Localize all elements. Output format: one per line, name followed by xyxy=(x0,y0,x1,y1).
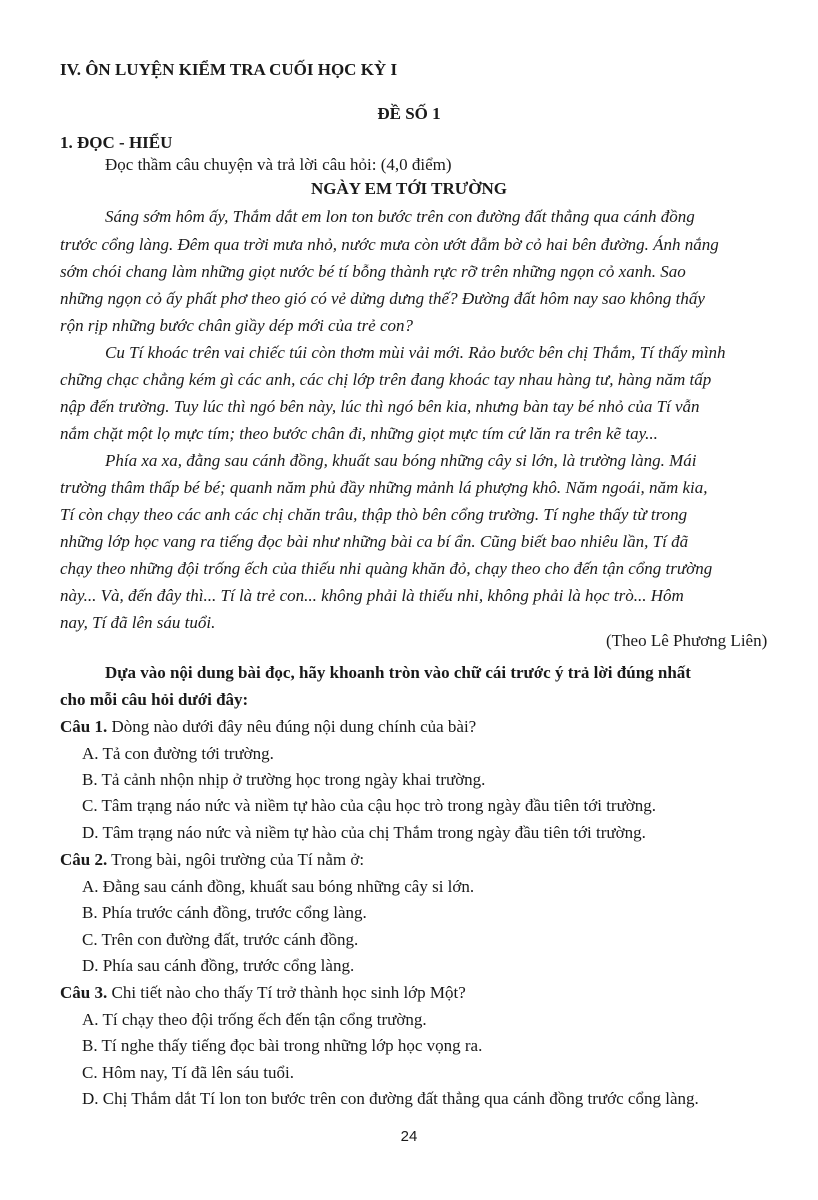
question-directive: Dựa vào nội dung bài đọc, hãy khoanh tròn vào chữ cái trước ý trả lời đúng nhất xyxy=(105,663,691,682)
story-line: trường thâm thấp bé bé; quanh năm phủ đầy những mảnh lá phượng khô. Năm ngoái, năm kia, xyxy=(60,478,708,497)
answer-option: B. Tả cảnh nhộn nhịp ở trường học trong ngày khai trường. xyxy=(82,770,486,789)
answer-option: D. Tâm trạng náo nức và niềm tự hào của chị Thắm trong ngày đầu tiên tới trường. xyxy=(82,823,646,842)
story-line: Phía xa xa, đằng sau cánh đồng, khuất sau bóng những cây si lớn, là trường làng. Mái xyxy=(105,451,697,470)
story-line: nập đến trường. Tuy lúc thì ngó bên này, lúc thì ngó bên kia, nhưng bàn tay bé nhỏ của Tí vẫn xyxy=(60,397,700,416)
answer-option: A. Tí chạy theo đội trống ếch đến tận cổng trường. xyxy=(82,1010,427,1029)
section-title: IV. ÔN LUYỆN KIỂM TRA CUỐI HỌC KỲ I xyxy=(60,60,398,79)
story-line: những ngọn cỏ ấy phất phơ theo gió có vẻ dửng dưng thế? Đường đất hôm nay sao không thấy xyxy=(60,289,705,308)
answer-option: C. Trên con đường đất, trước cánh đồng. xyxy=(82,930,359,949)
page-number: 24 xyxy=(400,1128,418,1145)
story-line: sớm chói chang làm những giọt nước bé tí bỗng thành rực rỡ trên những ngọn cỏ xanh. Sao xyxy=(60,262,686,281)
story-title: NGÀY EM TỚI TRƯỜNG xyxy=(311,179,507,198)
answer-option: A. Đằng sau cánh đồng, khuất sau bóng những cây si lớn. xyxy=(82,877,475,896)
answer-option: C. Tâm trạng náo nức và niềm tự hào của cậu học trò trong ngày đầu tiên tới trường. xyxy=(82,796,657,815)
story-line: nắm chặt một lọ mực tím; theo bước chân đi, những giọt mực tím cứ lăn ra trên kẽ tay... xyxy=(60,424,658,443)
answer-option: D. Phía sau cánh đồng, trước cổng làng. xyxy=(82,956,355,975)
exam-title: ĐỀ SỐ 1 xyxy=(377,104,441,123)
story-line: Cu Tí khoác trên vai chiếc túi còn thơm mùi vải mới. Rảo bước bên chị Thắm, Tí thấy mình xyxy=(105,343,726,362)
question-text: Dòng nào dưới đây nêu đúng nội dung chính của bài? xyxy=(107,717,477,736)
story-line: chạy theo những đội trống ếch của thiếu nhi quàng khăn đỏ, chạy theo cho đến tận cổng trường xyxy=(60,559,713,578)
answer-option: D. Chị Thắm dắt Tí lon ton bước trên con đường đất thẳng qua cánh đồng trước cổng làng. xyxy=(82,1089,699,1108)
answer-option: C. Hôm nay, Tí đã lên sáu tuổi. xyxy=(82,1063,295,1082)
story-line: nay, Tí đã lên sáu tuổi. xyxy=(60,613,216,632)
story-line: này... Và, đến đây thì... Tí là trẻ con... không phải là thiếu nhi, không phải là học trò... Hôm xyxy=(60,586,684,605)
question-label: Câu 2. xyxy=(60,850,108,869)
story-source: (Theo Lê Phương Liên) xyxy=(606,631,768,650)
story-line: những lớp học vang ra tiếng đọc bài như những bài ca bí ẩn. Cũng biết bao nhiêu lần, Tí đã xyxy=(60,532,689,551)
part-title: 1. ĐỌC - HIỂU xyxy=(60,133,173,152)
question-label: Câu 1. xyxy=(60,717,108,736)
answer-option: B. Phía trước cánh đồng, trước cổng làng. xyxy=(82,903,367,922)
story-line: Sáng sớm hôm ấy, Thắm dắt em lon ton bước trên con đường đất thẳng qua cánh đồng xyxy=(105,207,695,226)
question-text: Trong bài, ngôi trường của Tí nằm ở: xyxy=(107,850,365,869)
reading-instruction: Đọc thầm câu chuyện và trả lời câu hỏi: (4,0 điểm) xyxy=(105,155,452,174)
story-line: trước cổng làng. Đêm qua trời mưa nhỏ, nước mưa còn ướt đẫm bờ cỏ hai bên đường. Ánh nắng xyxy=(60,235,719,254)
story-line: chững chạc chẳng kém gì các anh, các chị lớp trên đang khoác tay nhau hàng tư, hàng năm tấp xyxy=(60,370,712,389)
question-label: Câu 3. xyxy=(60,983,108,1002)
answer-option: B. Tí nghe thấy tiếng đọc bài trong những lớp học vọng ra. xyxy=(82,1036,483,1055)
story-line: rộn rịp những bước chân giầy dép mới của trẻ con? xyxy=(60,316,414,335)
question-text: Chi tiết nào cho thấy Tí trở thành học sinh lớp Một? xyxy=(107,983,466,1002)
question-directive: cho mỗi câu hỏi dưới đây: xyxy=(60,690,249,709)
story-line: Tí còn chạy theo các anh các chị chăn trâu, thập thò bên cổng trường. Tí nghe thấy từ trong xyxy=(60,505,688,524)
question-stem xyxy=(60,849,364,871)
question-stem xyxy=(60,982,466,1004)
question-stem xyxy=(60,716,476,738)
answer-option: A. Tả con đường tới trường. xyxy=(82,744,274,763)
